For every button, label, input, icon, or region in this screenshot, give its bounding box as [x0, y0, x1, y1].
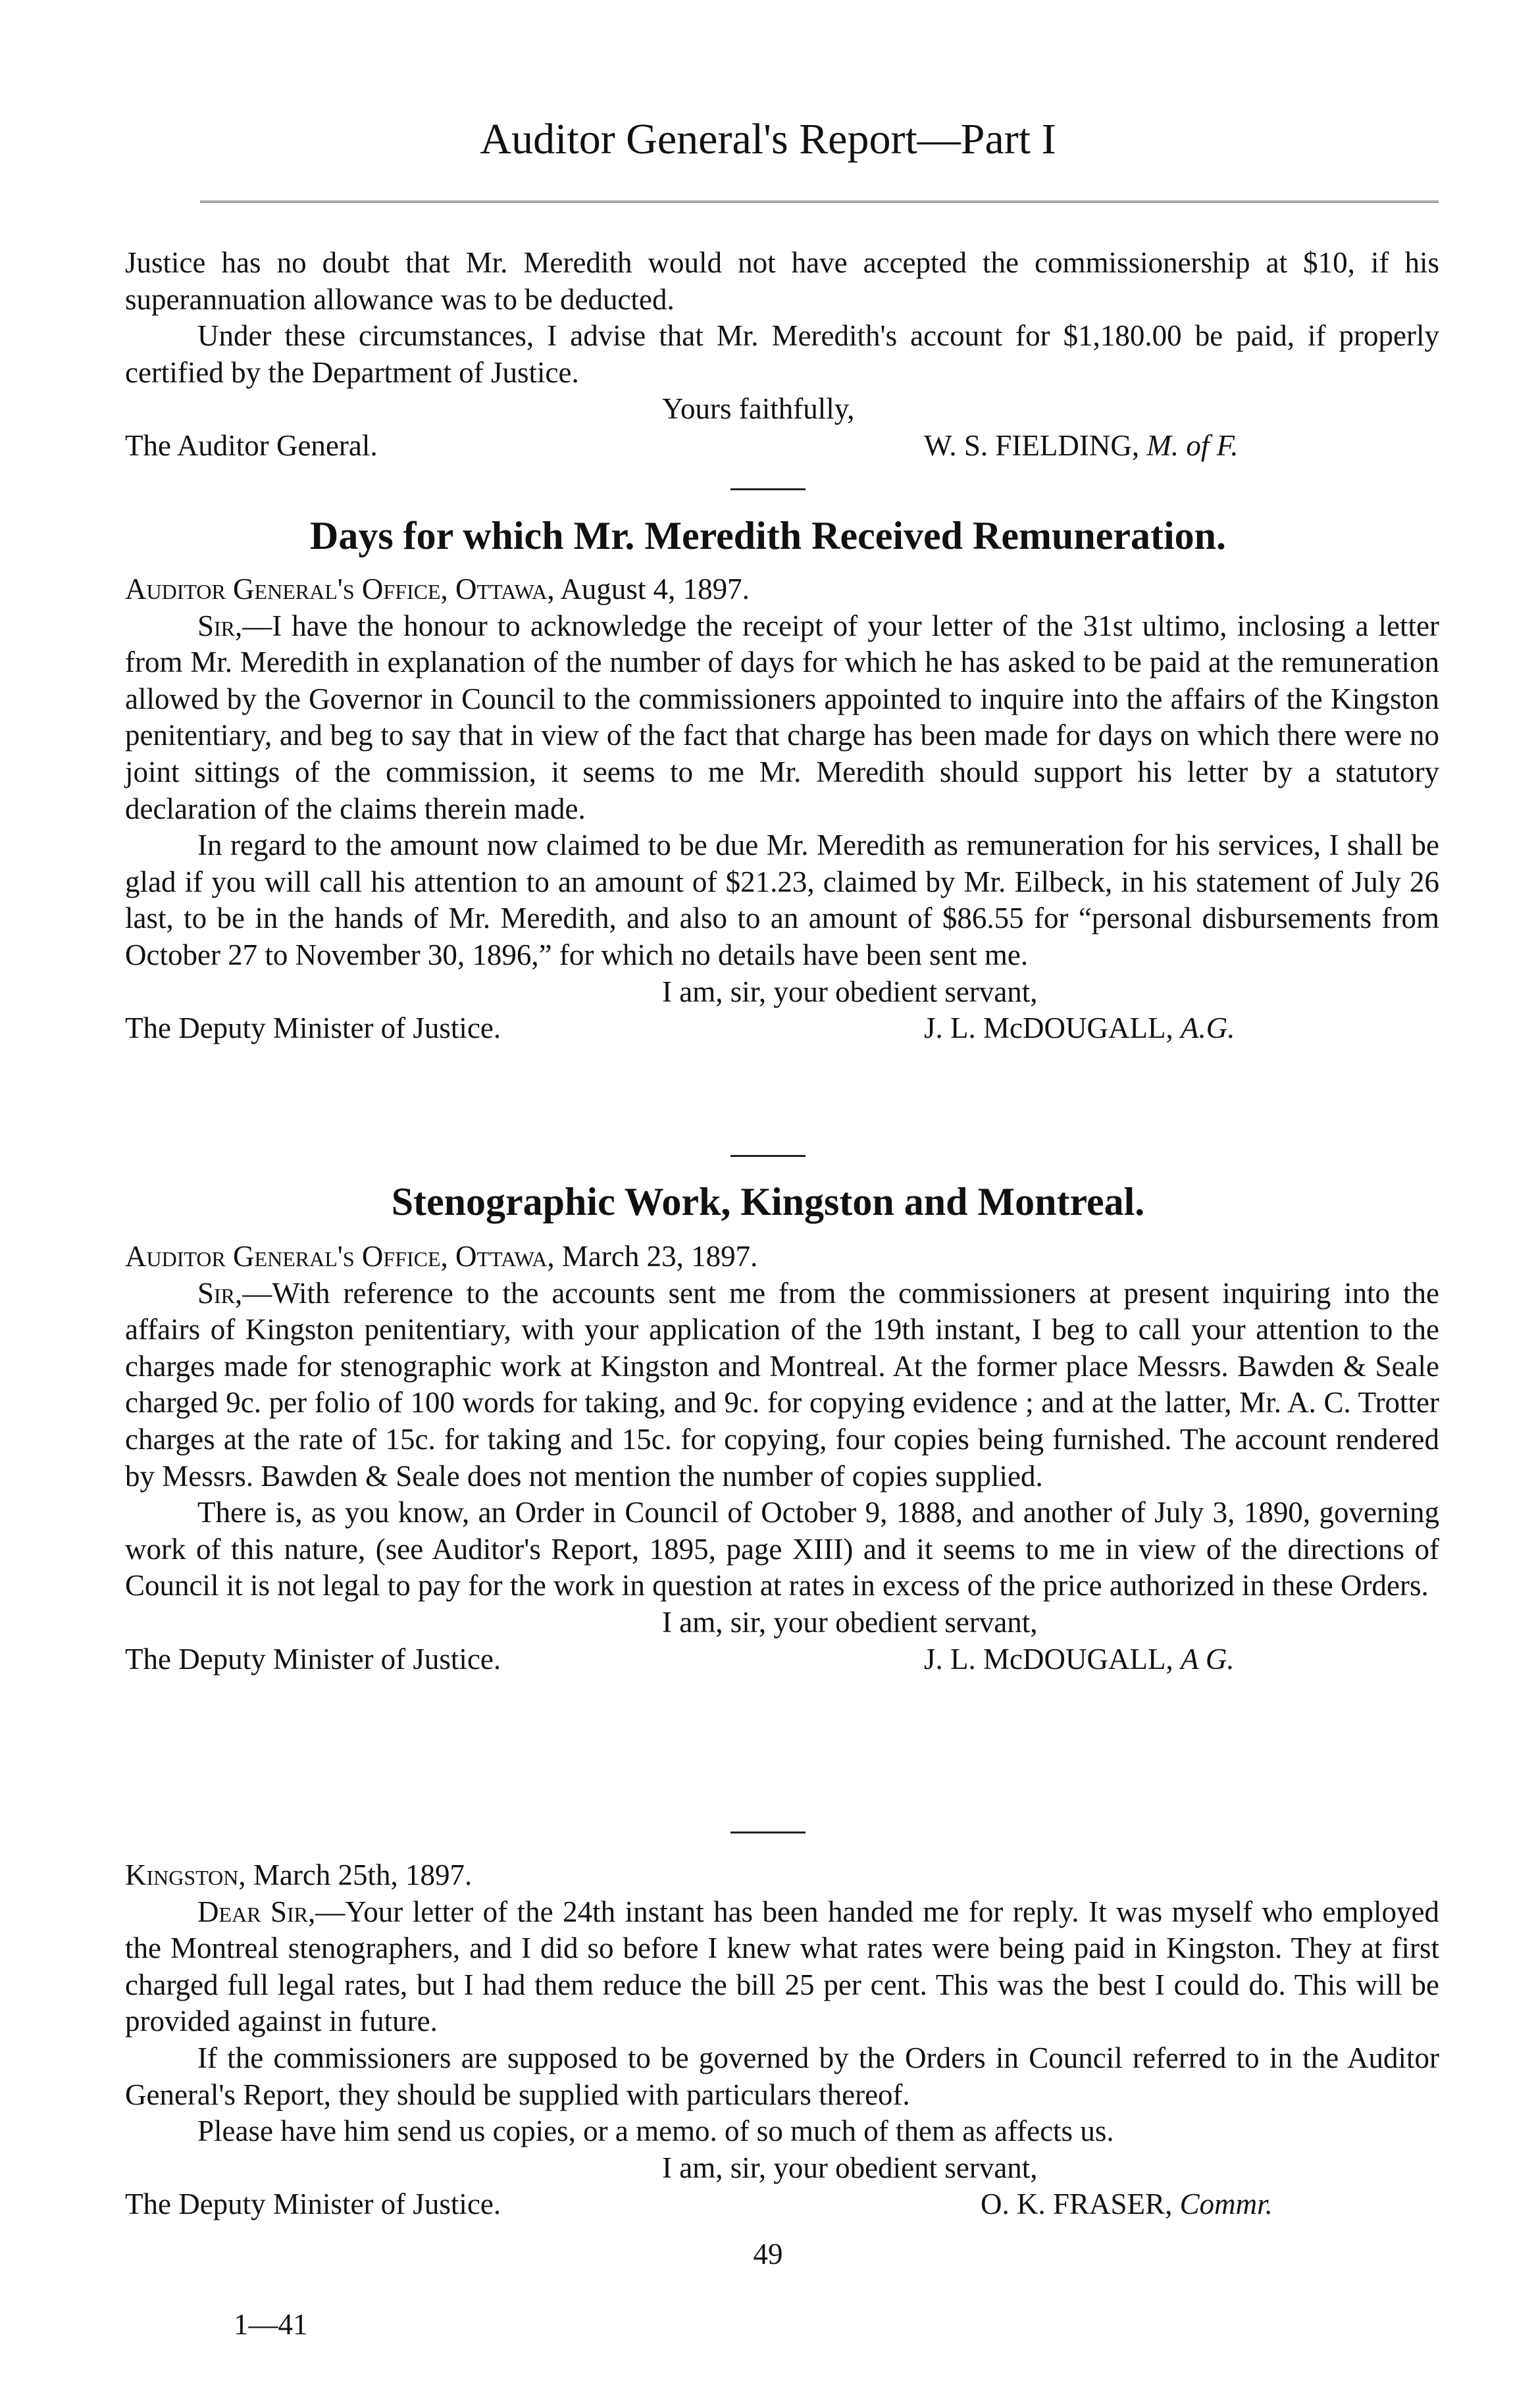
place-date-line [125, 571, 1439, 608]
signature-row [125, 1641, 1439, 1678]
paragraph: If the commissioners are supposed to be governed by the Orders in Council referred to in the Auditor General's Report, they should be supplied with particulars thereof. [125, 2041, 1439, 2111]
signatory-title: A G. [1180, 1642, 1235, 1676]
printer-signature-mark: 1—41 [234, 2308, 308, 2341]
signatory: J. L. McDOUGALL, A G. [924, 1642, 1235, 1676]
paragraph: In regard to the amount now claimed to be due Mr. Meredith as remuneration for his services, I shall be glad if you will call his attention to an amount of $21.23, claimed by Mr. Eilbeck, in his statement of July 26 last, to be in the hands of Mr. Meredith, and also to an amount of $86.55 for “personal disbursements from October 27 to November 30, 1896,” for which no details have been sent me. [125, 829, 1439, 971]
paragraph: Dear Sir,—Your letter of the 24th instant has been handed me for reply. It was myself who employed the Montreal stenographers, and I did so before I knew what rates were being paid in Kingston. They at first charged full legal rates, but I had them reduce the bill 25 per cent. This was the best I could do. This will be provided against in future. [125, 1895, 1439, 2038]
addressee: The Deputy Minister of Justice. [125, 2188, 501, 2221]
signature-row [125, 428, 1439, 465]
place: Auditor General's Office, Ottawa, [125, 573, 555, 605]
page-header-title: Auditor General's Report—Part I [480, 115, 1056, 163]
paragraph: Justice has no doubt that Mr. Meredith would not have accepted the commissionership at $10, if his superannuation allowance was to be deducted. [125, 246, 1439, 316]
signatory: W. S. FIELDING, M. of F. [924, 428, 1239, 462]
date: March 25th, 1897. [245, 1858, 473, 1891]
salutation: Sir, [197, 609, 243, 642]
letter-closing: I am, sir, your obedient servant, [662, 975, 1038, 1008]
addressee: The Deputy Minister of Justice. [125, 1642, 501, 1676]
salutation: Sir, [197, 1276, 243, 1310]
date: March 23, 1897. [554, 1240, 758, 1273]
letter-continuation [125, 245, 1439, 465]
signature-row [125, 2186, 1439, 2223]
letter-closing: I am, sir, your obedient servant, [662, 1605, 1038, 1639]
paragraph: There is, as you know, an Order in Council of October 9, 1888, and another of July 3, 1890, governing work of this nature, (see Auditor's Report, 1895, page XIII) and it seems to me in view of the directions of Council it is not legal to pay for the work in question at rates in excess of the price authorized in these Orders. [125, 1496, 1439, 1602]
signatory-title: A.G. [1180, 1012, 1235, 1045]
paragraph: Please have him send us copies, or a memo. of so much of them as affects us. [197, 2114, 1114, 2148]
page-number: 49 [753, 2238, 783, 2270]
addressee: The Auditor General. [125, 428, 378, 462]
signatory-title: M. of F. [1146, 428, 1239, 462]
section-divider [730, 1832, 806, 1833]
paragraph: Under these circumstances, I advise that Mr. Meredith's account for $1,180.00 be paid, if properly certified by the Department of Justice. [125, 319, 1439, 389]
letter-kingston-reply [125, 1857, 1439, 2223]
section-heading-stenographic: Stenographic Work, Kingston and Montreal. [391, 1180, 1145, 1223]
place: Kingston, [125, 1858, 246, 1891]
letter-days-remuneration [125, 571, 1439, 1047]
signatory: O. K. FRASER, Commr. [981, 2188, 1273, 2221]
letter-stenographic-work [125, 1239, 1439, 1678]
section-heading-days: Days for which Mr. Meredith Received Remuneration. [309, 514, 1226, 557]
place-date-line [125, 1239, 1439, 1275]
place-date-line [125, 1857, 1439, 1894]
signatory: J. L. McDOUGALL, A.G. [924, 1012, 1235, 1045]
letter-closing: Yours faithfully, [662, 392, 855, 426]
section-divider [730, 488, 806, 490]
letter-closing: I am, sir, your obedient servant, [662, 2151, 1038, 2184]
signature-row [125, 1010, 1439, 1047]
paragraph: Sir,—With reference to the accounts sent me from the commissioners at present inquiring into the affairs of Kingston penitentiary, with your application of the 19th instant, I beg to call your attention to the charges made for stenographic work at Kingston and Montreal. At the former place Messrs. Bawden & Seale charged 9c. per folio of 100 words for taking, and 9c. for copying evidence ; and at the latter, Mr. A. C. Trotter charges at the rate of 15c. for taking and 15c. for copying, four copies being furnished. The account rendered by Messrs. Bawden & Seale does not mention the number of copies supplied. [125, 1276, 1439, 1493]
salutation: Dear Sir, [197, 1895, 316, 1928]
paragraph: Sir,—I have the honour to acknowledge the receipt of your letter of the 31st ultimo, inclosing a letter from Mr. Meredith in explanation of the number of days for which he has asked to be paid at the remuneration allowed by the Governor in Council to the commissioners appointed to inquire into the affairs of the Kingston penitentiary, and beg to say that in view of the fact that charge has been made for days on which there were no joint sittings of the commission, it seems to me Mr. Meredith should support his letter by a statutory declaration of the claims therein made. [125, 609, 1439, 825]
addressee: The Deputy Minister of Justice. [125, 1012, 501, 1045]
signatory-title: Commr. [1179, 2188, 1273, 2221]
place: Auditor General's Office, Ottawa, [125, 1240, 555, 1273]
date: August 4, 1897. [554, 573, 750, 605]
section-divider [730, 1155, 806, 1157]
header-rule [200, 201, 1439, 203]
